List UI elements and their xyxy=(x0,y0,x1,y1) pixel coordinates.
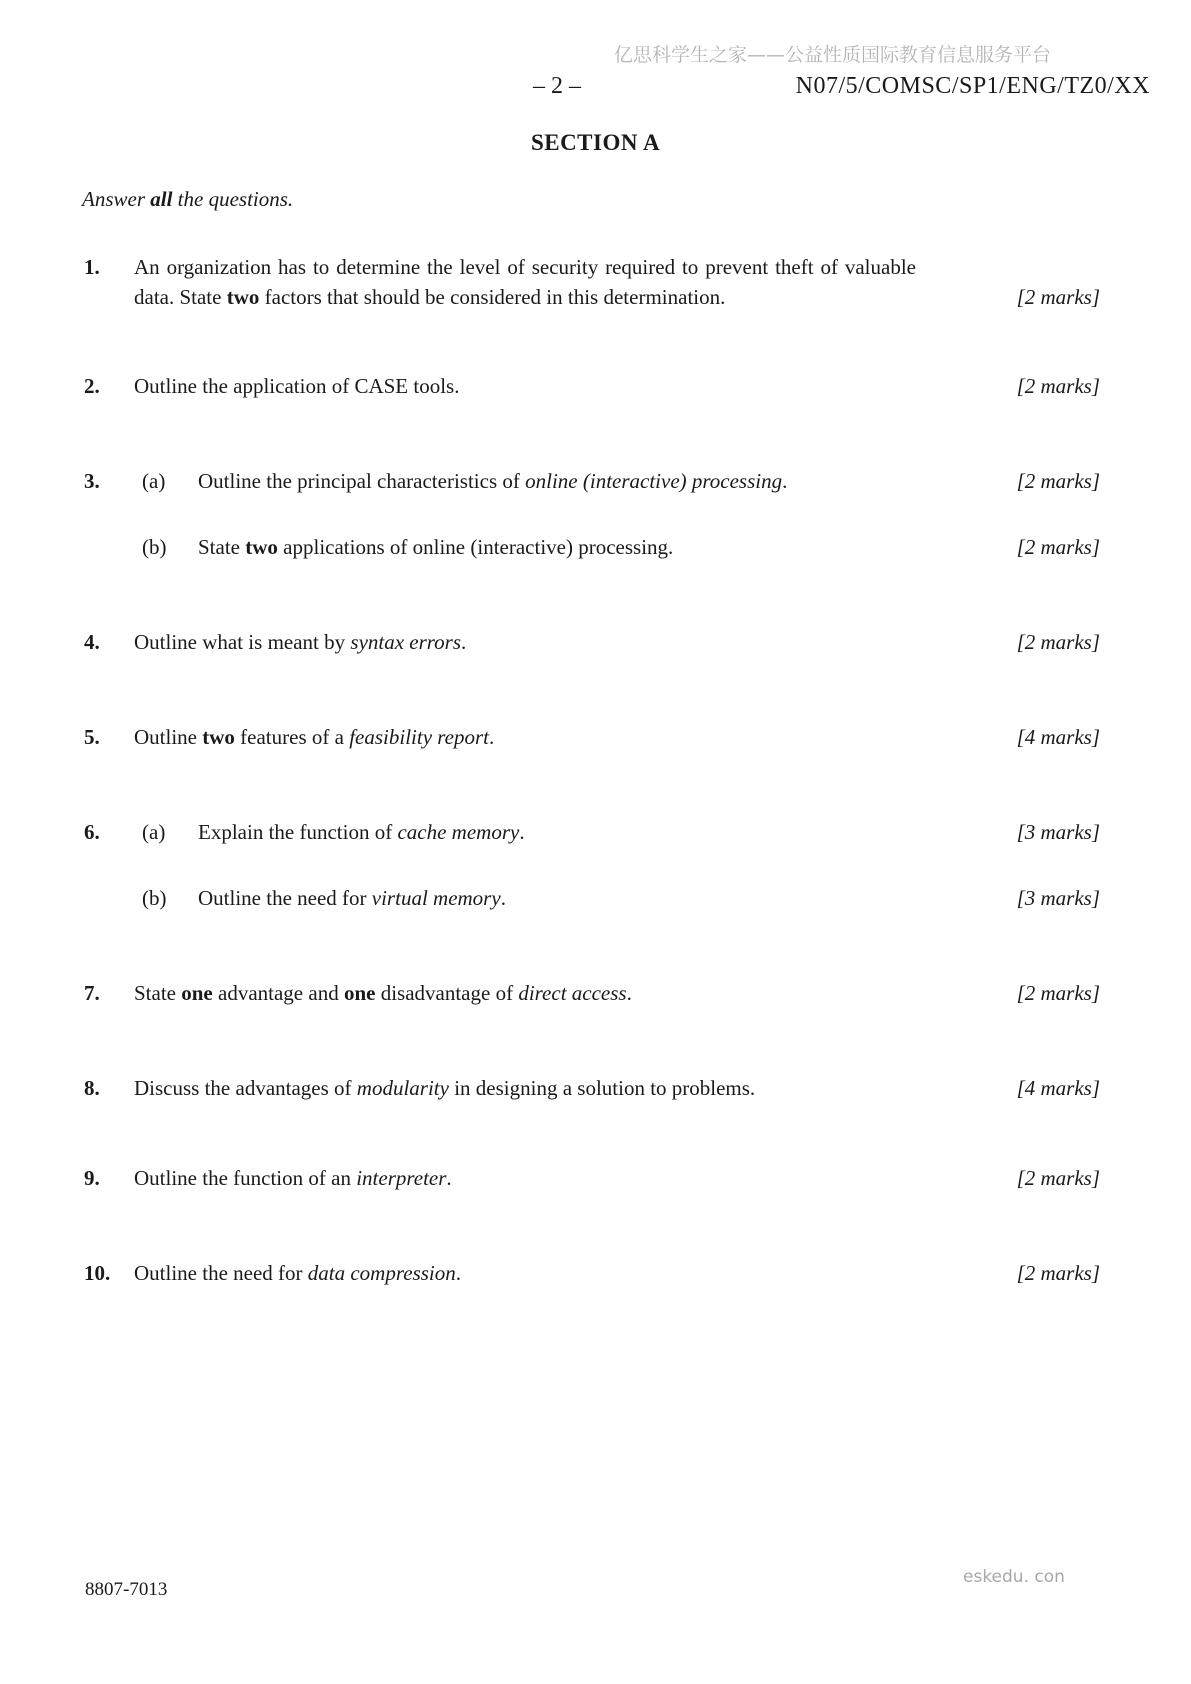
question-marks: [4 marks] xyxy=(1016,1076,1100,1100)
question-number: 5. xyxy=(84,725,100,749)
question-text-segment: one xyxy=(343,981,376,1005)
question-text-segment: . xyxy=(455,1261,461,1285)
question-marks: [2 marks] xyxy=(1016,981,1100,1005)
question-text xyxy=(198,817,525,847)
question-text xyxy=(134,1073,755,1103)
footer-watermark: eskedu. con xyxy=(963,1567,1065,1587)
page-number: – 2 – xyxy=(533,73,581,99)
header-watermark: 亿思科学生之家——公益性质国际教育信息服务平台 xyxy=(614,44,1052,66)
instruction-pre: Answer xyxy=(82,187,151,211)
question-text-segment: two xyxy=(202,725,235,749)
question-text-segment: in designing a solution to problems. xyxy=(448,1076,756,1100)
question-text-segment: . xyxy=(446,1166,452,1190)
question-text-segment: interpreter xyxy=(356,1166,447,1190)
question-marks: [2 marks] xyxy=(1016,469,1100,493)
question-text xyxy=(198,883,506,913)
question-number: 6. xyxy=(84,820,100,844)
question-text xyxy=(134,627,466,657)
question-marks: [2 marks] xyxy=(1016,1261,1100,1285)
question-marks: [3 marks] xyxy=(1016,886,1100,910)
question-text-segment: applications of online (interactive) processing. xyxy=(277,535,674,559)
question-text-segment: . xyxy=(500,886,506,910)
question-text xyxy=(134,1258,461,1288)
instruction-bold: all xyxy=(150,187,173,211)
question-marks: [2 marks] xyxy=(1016,535,1100,559)
question-text-segment: Outline the need for xyxy=(134,1261,308,1285)
question-text-segment: advantage and xyxy=(212,981,344,1005)
question-part-label: (a) xyxy=(142,820,166,844)
question-text-segment: Outline the principal characteristics of xyxy=(198,469,526,493)
question-number: 1. xyxy=(84,255,100,279)
instruction-post: the questions. xyxy=(172,187,294,211)
question-marks: [2 marks] xyxy=(1016,285,1100,309)
question-text-segment: . xyxy=(782,469,788,493)
question-text-segment: Outline the need for xyxy=(198,886,372,910)
question-text-segment: data compression xyxy=(307,1261,456,1285)
question-text-segment: Outline what is meant by xyxy=(134,630,351,654)
question-number: 10. xyxy=(84,1261,111,1285)
question-text-segment: Discuss the advantages of xyxy=(134,1076,357,1100)
question-part-label: (a) xyxy=(142,469,166,493)
question-marks: [2 marks] xyxy=(1016,374,1100,398)
question-text-segment: An organization has to determine the level of security required to prevent theft of valuable data. State xyxy=(134,255,916,309)
question-number: 8. xyxy=(84,1076,100,1100)
instruction xyxy=(82,186,293,212)
question-text-segment: cache memory xyxy=(397,820,520,844)
question-part-label: (b) xyxy=(142,535,167,559)
question-text-segment: two xyxy=(226,285,260,309)
question-number: 4. xyxy=(84,630,100,654)
question-text-segment: syntax errors xyxy=(350,630,462,654)
question-text-segment: factors that should be considered in this determination. xyxy=(259,285,726,309)
question-text-segment: two xyxy=(245,535,278,559)
question-text-segment: Explain the function of xyxy=(198,820,398,844)
question-text-segment: virtual memory xyxy=(371,886,501,910)
question-number: 3. xyxy=(84,469,100,493)
question-text xyxy=(198,532,673,562)
question-text-segment: Outline xyxy=(134,725,203,749)
question-text-segment: State xyxy=(198,535,246,559)
question-text-segment: features of a xyxy=(234,725,350,749)
question-text-segment: Outline the application of CASE tools. xyxy=(134,374,460,398)
question-text-segment: direct access xyxy=(518,981,627,1005)
question-part-label: (b) xyxy=(142,886,167,910)
question-text xyxy=(198,466,787,496)
question-marks: [2 marks] xyxy=(1016,630,1100,654)
footer-paper-id: 8807-7013 xyxy=(85,1579,168,1600)
question-text-segment: Outline the function of an xyxy=(134,1166,357,1190)
question-text-segment: . xyxy=(489,725,495,749)
question-text-segment: disadvantage of xyxy=(375,981,519,1005)
question-marks: [4 marks] xyxy=(1016,725,1100,749)
question-text xyxy=(134,1163,452,1193)
question-text-segment: . xyxy=(626,981,632,1005)
question-text-segment: modularity xyxy=(356,1076,449,1100)
question-number: 9. xyxy=(84,1166,100,1190)
question-text-segment: feasibility report xyxy=(349,725,489,749)
question-marks: [2 marks] xyxy=(1016,1166,1100,1190)
question-text-segment: . xyxy=(461,630,467,654)
question-text xyxy=(134,978,632,1008)
question-number: 7. xyxy=(84,981,100,1005)
question-number: 2. xyxy=(84,374,100,398)
section-title: SECTION A xyxy=(530,130,661,155)
question-text-segment: State xyxy=(134,981,182,1005)
question-text xyxy=(134,371,459,401)
question-text xyxy=(134,722,494,752)
paper-code: N07/5/COMSC/SP1/ENG/TZ0/XX xyxy=(795,73,1150,99)
question-text-segment: online (interactive) processing xyxy=(525,469,783,493)
question-text-segment: one xyxy=(181,981,213,1005)
question-text xyxy=(134,252,916,312)
question-marks: [3 marks] xyxy=(1016,820,1100,844)
question-text-segment: . xyxy=(519,820,525,844)
